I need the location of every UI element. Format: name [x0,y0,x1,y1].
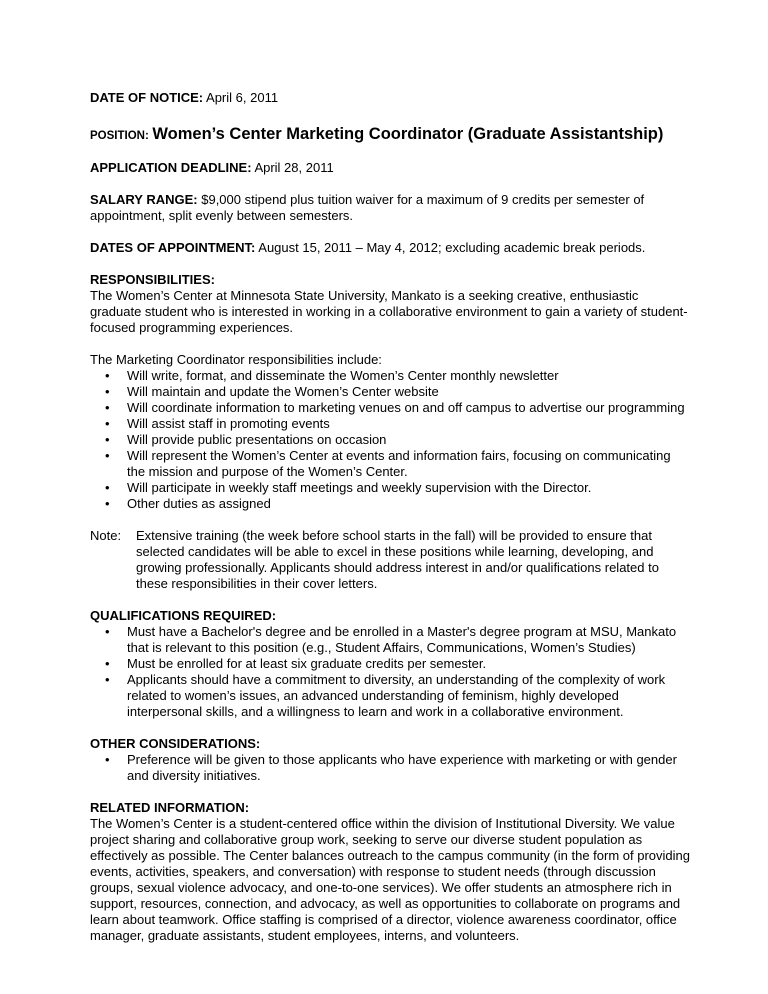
salary-label: SALARY RANGE: [90,192,198,207]
list-item: • Preference will be given to those applicants who have experience with marketing or with gender and diversity initiatives. [90,752,690,784]
position-label: POSITION: [90,130,149,142]
list-item: • Must be enrolled for at least six graduate credits per semester. [90,656,690,672]
related-information-heading: RELATED INFORMATION: [90,800,250,815]
qualifications-list [90,624,690,720]
salary-value: $9,000 stipend plus tuition waiver for a maximum of 9 credits per semester of appointment, split evenly between semesters. [90,192,645,223]
training-note [90,528,690,592]
other-considerations-heading: OTHER CONSIDERATIONS: [90,736,261,751]
note-label: Note: [90,528,122,543]
list-item: • Other duties as assigned [90,496,690,512]
responsibilities-list-intro: The Marketing Coordinator responsibilities include: [90,352,382,367]
position-title: Women’s Center Marketing Coordinator (Graduate Assistantship) [152,125,664,143]
date-of-notice-value: April 6, 2011 [203,90,279,105]
salary-range [90,192,690,224]
other-considerations-list [90,752,690,784]
dates-label: DATES OF APPOINTMENT: [90,240,256,255]
list-item: • Must have a Bachelor's degree and be enrolled in a Master's degree program at MSU, Mankato that is relevant to this position (e.g., Student Affairs, Communications, Women’s Studies) [90,624,690,656]
deadline-value: April 28, 2011 [251,160,334,175]
list-item: • Will provide public presentations on occasion [90,432,690,448]
document-page [90,90,690,944]
date-of-notice-label: DATE OF NOTICE: [90,90,204,105]
list-item: • Applicants should have a commitment to diversity, an understanding of the complexity of work related to women’s issues, an advanced understanding of feminism, highly developed interpersonal skills, and a willingness to learn and work in a collaborative environment. [90,672,690,720]
responsibilities-heading: RESPONSIBILITIES: [90,272,215,287]
dates-of-appointment [90,240,690,256]
list-item: • Will represent the Women’s Center at events and information fairs, focusing on communicating the mission and purpose of the Women’s Center. [90,448,690,480]
list-item: • Will maintain and update the Women’s Center website [90,384,690,400]
related-information-text: The Women’s Center is a student-centered office within the division of Institutional Diversity. We value project sharing and collaborative group work, seeking to serve our diverse student population as effectively as possible. The Center balances outreach to the campus community (in the form of providing events, activities, speakers, and conversation) with response to student needs (through discussion groups, sexual violence advocacy, and one-to-one services). We offer students an atmosphere rich in support, resources, connection, and advocacy, as well as opportunities to collaborate on programs and learn about teamwork. Office staffing is comprised of a director, violence awareness coordinator, office manager, graduate assistants, student employees, interns, and volunteers. [90,816,690,943]
responsibilities-intro: The Women’s Center at Minnesota State University, Mankato is a seeking creative, enthusiastic graduate student who is interested in working in a collaborative environment to gain a variety of student-focused programming experiences. [90,288,688,335]
deadline-label: APPLICATION DEADLINE: [90,160,252,175]
list-item: • Will assist staff in promoting events [90,416,690,432]
list-item: • Will write, format, and disseminate the Women’s Center monthly newsletter [90,368,690,384]
position [90,124,690,146]
list-item: • Will participate in weekly staff meetings and weekly supervision with the Director. [90,480,690,496]
list-item: • Will coordinate information to marketing venues on and off campus to advertise our programming [90,400,690,416]
responsibilities-list [90,368,690,512]
note-text: Extensive training (the week before school starts in the fall) will be provided to ensure that selected candidates will be able to excel in these positions while learning, developing, and growing professionally. Applicants should address interest in and/or qualifications related to these responsibilities in their cover letters. [136,528,659,591]
dates-value: August 15, 2011 – May 4, 2012; excluding academic break periods. [255,240,646,255]
date-of-notice [90,90,690,106]
application-deadline [90,160,690,176]
qualifications-heading: QUALIFICATIONS REQUIRED: [90,608,277,623]
